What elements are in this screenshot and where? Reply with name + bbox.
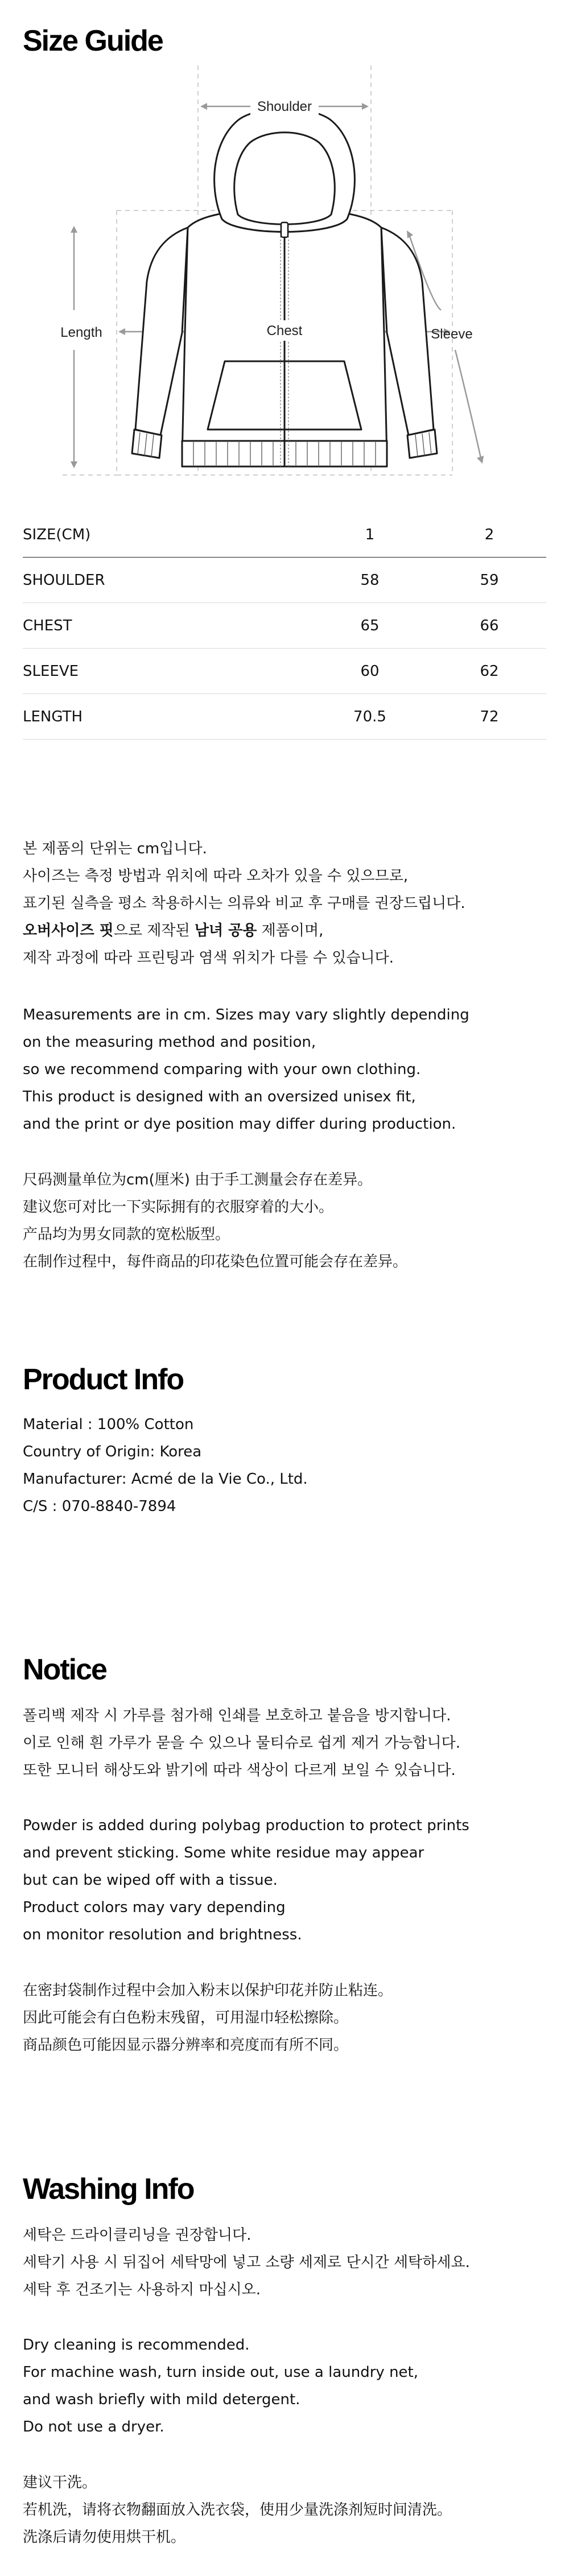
info-line: C/S : 070-8840-7894 xyxy=(23,1498,176,1515)
washing-line: 建议干洗。 xyxy=(23,2474,97,2491)
washing-line: For machine wash, turn inside out, use a laundry net, xyxy=(23,2364,419,2381)
washing-line: Dry cleaning is recommended. xyxy=(23,2336,250,2354)
washing-line: 세탁 후 건조기는 사용하지 마십시오. xyxy=(23,2281,261,2298)
table-row xyxy=(23,558,546,603)
washing-line: 洗涤后请勿使用烘干机。 xyxy=(23,2529,186,2546)
hoodie-measurement-diagram xyxy=(0,65,569,498)
header-cell: 2 xyxy=(484,526,494,543)
note-text: 으로 제작된 xyxy=(113,922,195,939)
note-line: This product is designed with an oversized unisex fit, xyxy=(23,1088,416,1105)
cell-value: 65 xyxy=(360,617,380,634)
product-info-list xyxy=(23,1411,552,1520)
size-notes-zh xyxy=(23,1166,552,1275)
note-line: so we recommend comparing with your own clothing. xyxy=(23,1061,421,1078)
row-label: SLEEVE xyxy=(23,662,79,680)
cell-value: 70.5 xyxy=(353,708,386,725)
note-text: 제품이며, xyxy=(257,922,324,939)
notice-en xyxy=(23,1812,552,1948)
cell-value: 58 xyxy=(360,571,380,589)
shoulder-label: Shoulder xyxy=(257,99,312,114)
notice-ko xyxy=(23,1702,552,1784)
table-row xyxy=(23,694,546,740)
cell-value: 72 xyxy=(480,708,499,725)
note-line: 사이즈는 측정 방법과 위치에 따라 오차가 있을 수 있으므로, xyxy=(23,868,409,885)
cell-value: 62 xyxy=(480,662,499,680)
washing-zh xyxy=(23,2469,552,2551)
washing-ko xyxy=(23,2222,552,2303)
washing-line: 세탁기 사용 시 뒤집어 세탁망에 넣고 소량 세제로 단시간 세탁하세요. xyxy=(23,2254,470,2271)
info-line: Manufacturer: Acmé de la Vie Co., Ltd. xyxy=(23,1471,308,1488)
cell-value: 66 xyxy=(480,617,499,634)
note-line: 본 제품의 단위는 cm입니다. xyxy=(23,840,207,857)
length-label: Length xyxy=(60,325,102,340)
note-line: 표기된 실측을 평소 착용하시는 의류와 비교 후 구매를 권장드립니다. xyxy=(23,895,465,912)
note-line: 제작 과정에 따라 프린팅과 염색 위치가 다를 수 있습니다. xyxy=(23,950,394,967)
notice-line: Powder is added during polybag production to protect prints xyxy=(23,1817,469,1834)
note-line: 尺码测量单位为cm(厘米) 由于手工测量会存在差异。 xyxy=(23,1171,373,1188)
note-line: 产品均为男女同款的宽松版型。 xyxy=(23,1226,230,1243)
washing-line: and wash briefly with mild detergent. xyxy=(23,2391,300,2408)
size-notes-ko xyxy=(23,835,552,972)
notice-line: 商品颜色可能因显示器分辨率和亮度而有所不同。 xyxy=(23,2037,349,2054)
note-line xyxy=(23,917,552,944)
notice-title: Notice xyxy=(23,1653,106,1686)
size-guide-title: Size Guide xyxy=(23,24,163,57)
sleeve-label: Sleeve xyxy=(431,327,473,342)
notice-line: 因此可能会有白色粉末残留，可用湿巾轻松擦除。 xyxy=(23,2009,349,2026)
notice-line: 또한 모니터 해상도와 밝기에 따라 색상이 다르게 보일 수 있습니다. xyxy=(23,1762,456,1779)
washing-line: 若机洗，请将衣物翻面放入洗衣袋，使用少量洗涤剂短时间清洗。 xyxy=(23,2501,452,2519)
note-line: on the measuring method and position, xyxy=(23,1034,316,1051)
notice-line: on monitor resolution and brightness. xyxy=(23,1926,302,1943)
washing-info-title: Washing Info xyxy=(23,2173,194,2206)
size-table-header xyxy=(23,512,546,558)
info-line: Country of Origin: Korea xyxy=(23,1443,202,1460)
note-bold: 남녀 공용 xyxy=(194,922,257,939)
size-notes-en xyxy=(23,1001,552,1138)
washing-en xyxy=(23,2331,552,2441)
header-cell: 1 xyxy=(365,526,375,543)
note-bold: 오버사이즈 핏 xyxy=(23,922,114,939)
notice-line: 폴리백 제작 시 가루를 첨가해 인쇄를 보호하고 붙음을 방지합니다. xyxy=(23,1707,451,1724)
notice-line: Product colors may vary depending xyxy=(23,1899,286,1916)
header-cell: SIZE(CM) xyxy=(23,526,91,543)
table-row xyxy=(23,649,546,694)
cell-value: 59 xyxy=(480,571,499,589)
row-label: CHEST xyxy=(23,617,72,634)
chest-label: Chest xyxy=(266,323,303,338)
note-line: and the print or dye position may differ during production. xyxy=(23,1116,456,1133)
notice-line: and prevent sticking. Some white residue may appear xyxy=(23,1844,424,1861)
cell-value: 60 xyxy=(360,662,380,680)
row-label: LENGTH xyxy=(23,708,83,725)
product-info-title: Product Info xyxy=(23,1363,184,1396)
row-label: SHOULDER xyxy=(23,571,105,589)
notice-line: but can be wiped off with a tissue. xyxy=(23,1872,278,1889)
notice-line: 이로 인해 흰 가루가 묻을 수 있으나 물티슈로 쉽게 제거 가능합니다. xyxy=(23,1735,461,1752)
note-line: 在制作过程中，每件商品的印花染色位置可能会存在差异。 xyxy=(23,1253,408,1270)
notice-line: 在密封袋制作过程中会加入粉末以保护印花并防止粘连。 xyxy=(23,1982,393,1999)
size-table xyxy=(23,512,546,740)
info-line: Material : 100% Cotton xyxy=(23,1416,194,1433)
note-line: Measurements are in cm. Sizes may vary slightly depending xyxy=(23,1006,469,1023)
table-row xyxy=(23,603,546,649)
note-line: 建议您可对比一下实际拥有的衣服穿着的大小。 xyxy=(23,1199,334,1216)
washing-line: Do not use a dryer. xyxy=(23,2418,164,2435)
notice-zh xyxy=(23,1977,552,2059)
washing-line: 세탁은 드라이클리닝을 권장합니다. xyxy=(23,2227,251,2244)
